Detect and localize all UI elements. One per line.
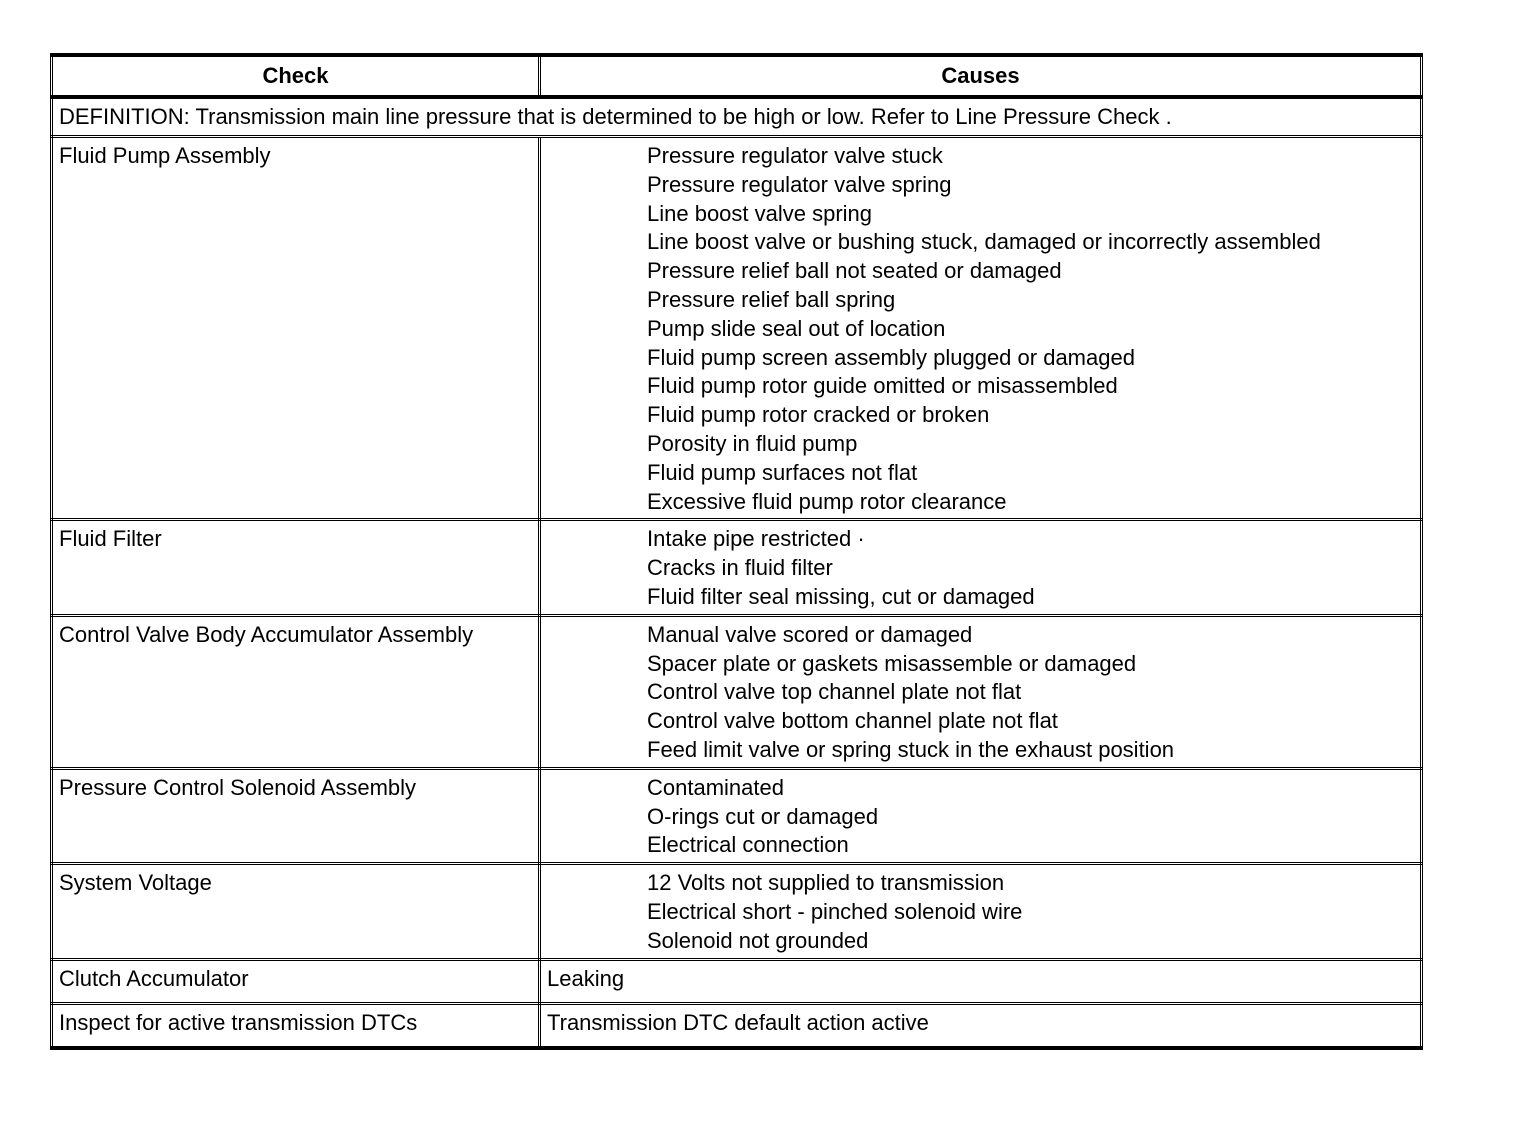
cause-item: Pressure relief ball spring xyxy=(647,286,896,312)
diagnosis-table xyxy=(50,53,1423,1050)
check-cell: System Voltage xyxy=(52,864,540,959)
check-cell: Inspect for active transmission DTCs xyxy=(52,1003,540,1048)
table-row xyxy=(52,959,1422,1003)
cause-item: Contaminated xyxy=(647,774,784,800)
cause-item: Manual valve scored or damaged xyxy=(647,621,973,647)
cause-item: Fluid pump rotor guide omitted or misassembled xyxy=(647,373,1118,399)
causes-cell xyxy=(540,615,1422,768)
check-cell: Fluid Filter xyxy=(52,520,540,615)
cause-item: Control valve top channel plate not flat xyxy=(647,679,1022,705)
cause-item: Pump slide seal out of location xyxy=(647,315,946,341)
causes-cell xyxy=(540,1003,1422,1048)
cause-item: Intake pipe restricted · xyxy=(647,526,865,552)
cause-item: Solenoid not grounded xyxy=(647,927,869,953)
cause-item: Leaking xyxy=(547,965,625,991)
cause-item: Cracks in fluid filter xyxy=(647,555,833,581)
causes-cell xyxy=(540,768,1422,863)
table-row xyxy=(52,520,1422,615)
cause-item: Porosity in fluid pump xyxy=(647,430,858,456)
table-row xyxy=(52,1003,1422,1048)
header-row xyxy=(52,55,1422,97)
header-check: Check xyxy=(52,55,540,97)
cause-item: Pressure regulator valve stuck xyxy=(647,143,943,168)
cause-item: Electrical connection xyxy=(647,832,849,858)
cause-item: Spacer plate or gaskets misassemble or damaged xyxy=(647,650,1137,676)
causes-cell xyxy=(540,959,1422,1003)
cause-item: Excessive fluid pump rotor clearance xyxy=(647,488,1007,514)
cause-item: Pressure relief ball not seated or damaged xyxy=(647,258,1062,284)
cause-item: Line boost valve or bushing stuck, damaged or incorrectly assembled xyxy=(647,229,1321,255)
cause-item: Pressure regulator valve spring xyxy=(647,171,952,197)
cause-item: Electrical short - pinched solenoid wire xyxy=(647,898,1023,924)
causes-cell xyxy=(540,864,1422,959)
causes-cell xyxy=(540,137,1422,520)
cause-item: Fluid pump screen assembly plugged or damaged xyxy=(647,344,1135,370)
check-cell: Fluid Pump Assembly xyxy=(52,137,540,520)
cause-item: Transmission DTC default action active xyxy=(547,1009,929,1035)
table-row xyxy=(52,615,1422,768)
table-row xyxy=(52,137,1422,520)
causes-cell xyxy=(540,520,1422,615)
cause-item: Fluid pump rotor cracked or broken xyxy=(647,402,990,428)
definition-text: DEFINITION: Transmission main line pressure that is determined to be high or low. Refer to Line Pressure Check . xyxy=(52,97,1422,137)
check-cell: Clutch Accumulator xyxy=(52,959,540,1003)
cause-item: Line boost valve spring xyxy=(647,200,873,226)
table-row xyxy=(52,768,1422,863)
table-row xyxy=(52,864,1422,959)
definition-row xyxy=(52,97,1422,137)
cause-item: Fluid pump surfaces not flat xyxy=(647,459,918,485)
cause-item: 12 Volts not supplied to transmission xyxy=(647,870,1005,896)
cause-item: O-rings cut or damaged xyxy=(647,803,879,829)
header-causes: Causes xyxy=(540,55,1422,97)
check-cell: Pressure Control Solenoid Assembly xyxy=(52,768,540,863)
check-cell: Control Valve Body Accumulator Assembly xyxy=(52,615,540,768)
cause-item: Feed limit valve or spring stuck in the exhaust position xyxy=(647,736,1175,762)
cause-item: Fluid filter seal missing, cut or damaged xyxy=(647,583,1035,609)
cause-item: Control valve bottom channel plate not flat xyxy=(647,708,1058,734)
